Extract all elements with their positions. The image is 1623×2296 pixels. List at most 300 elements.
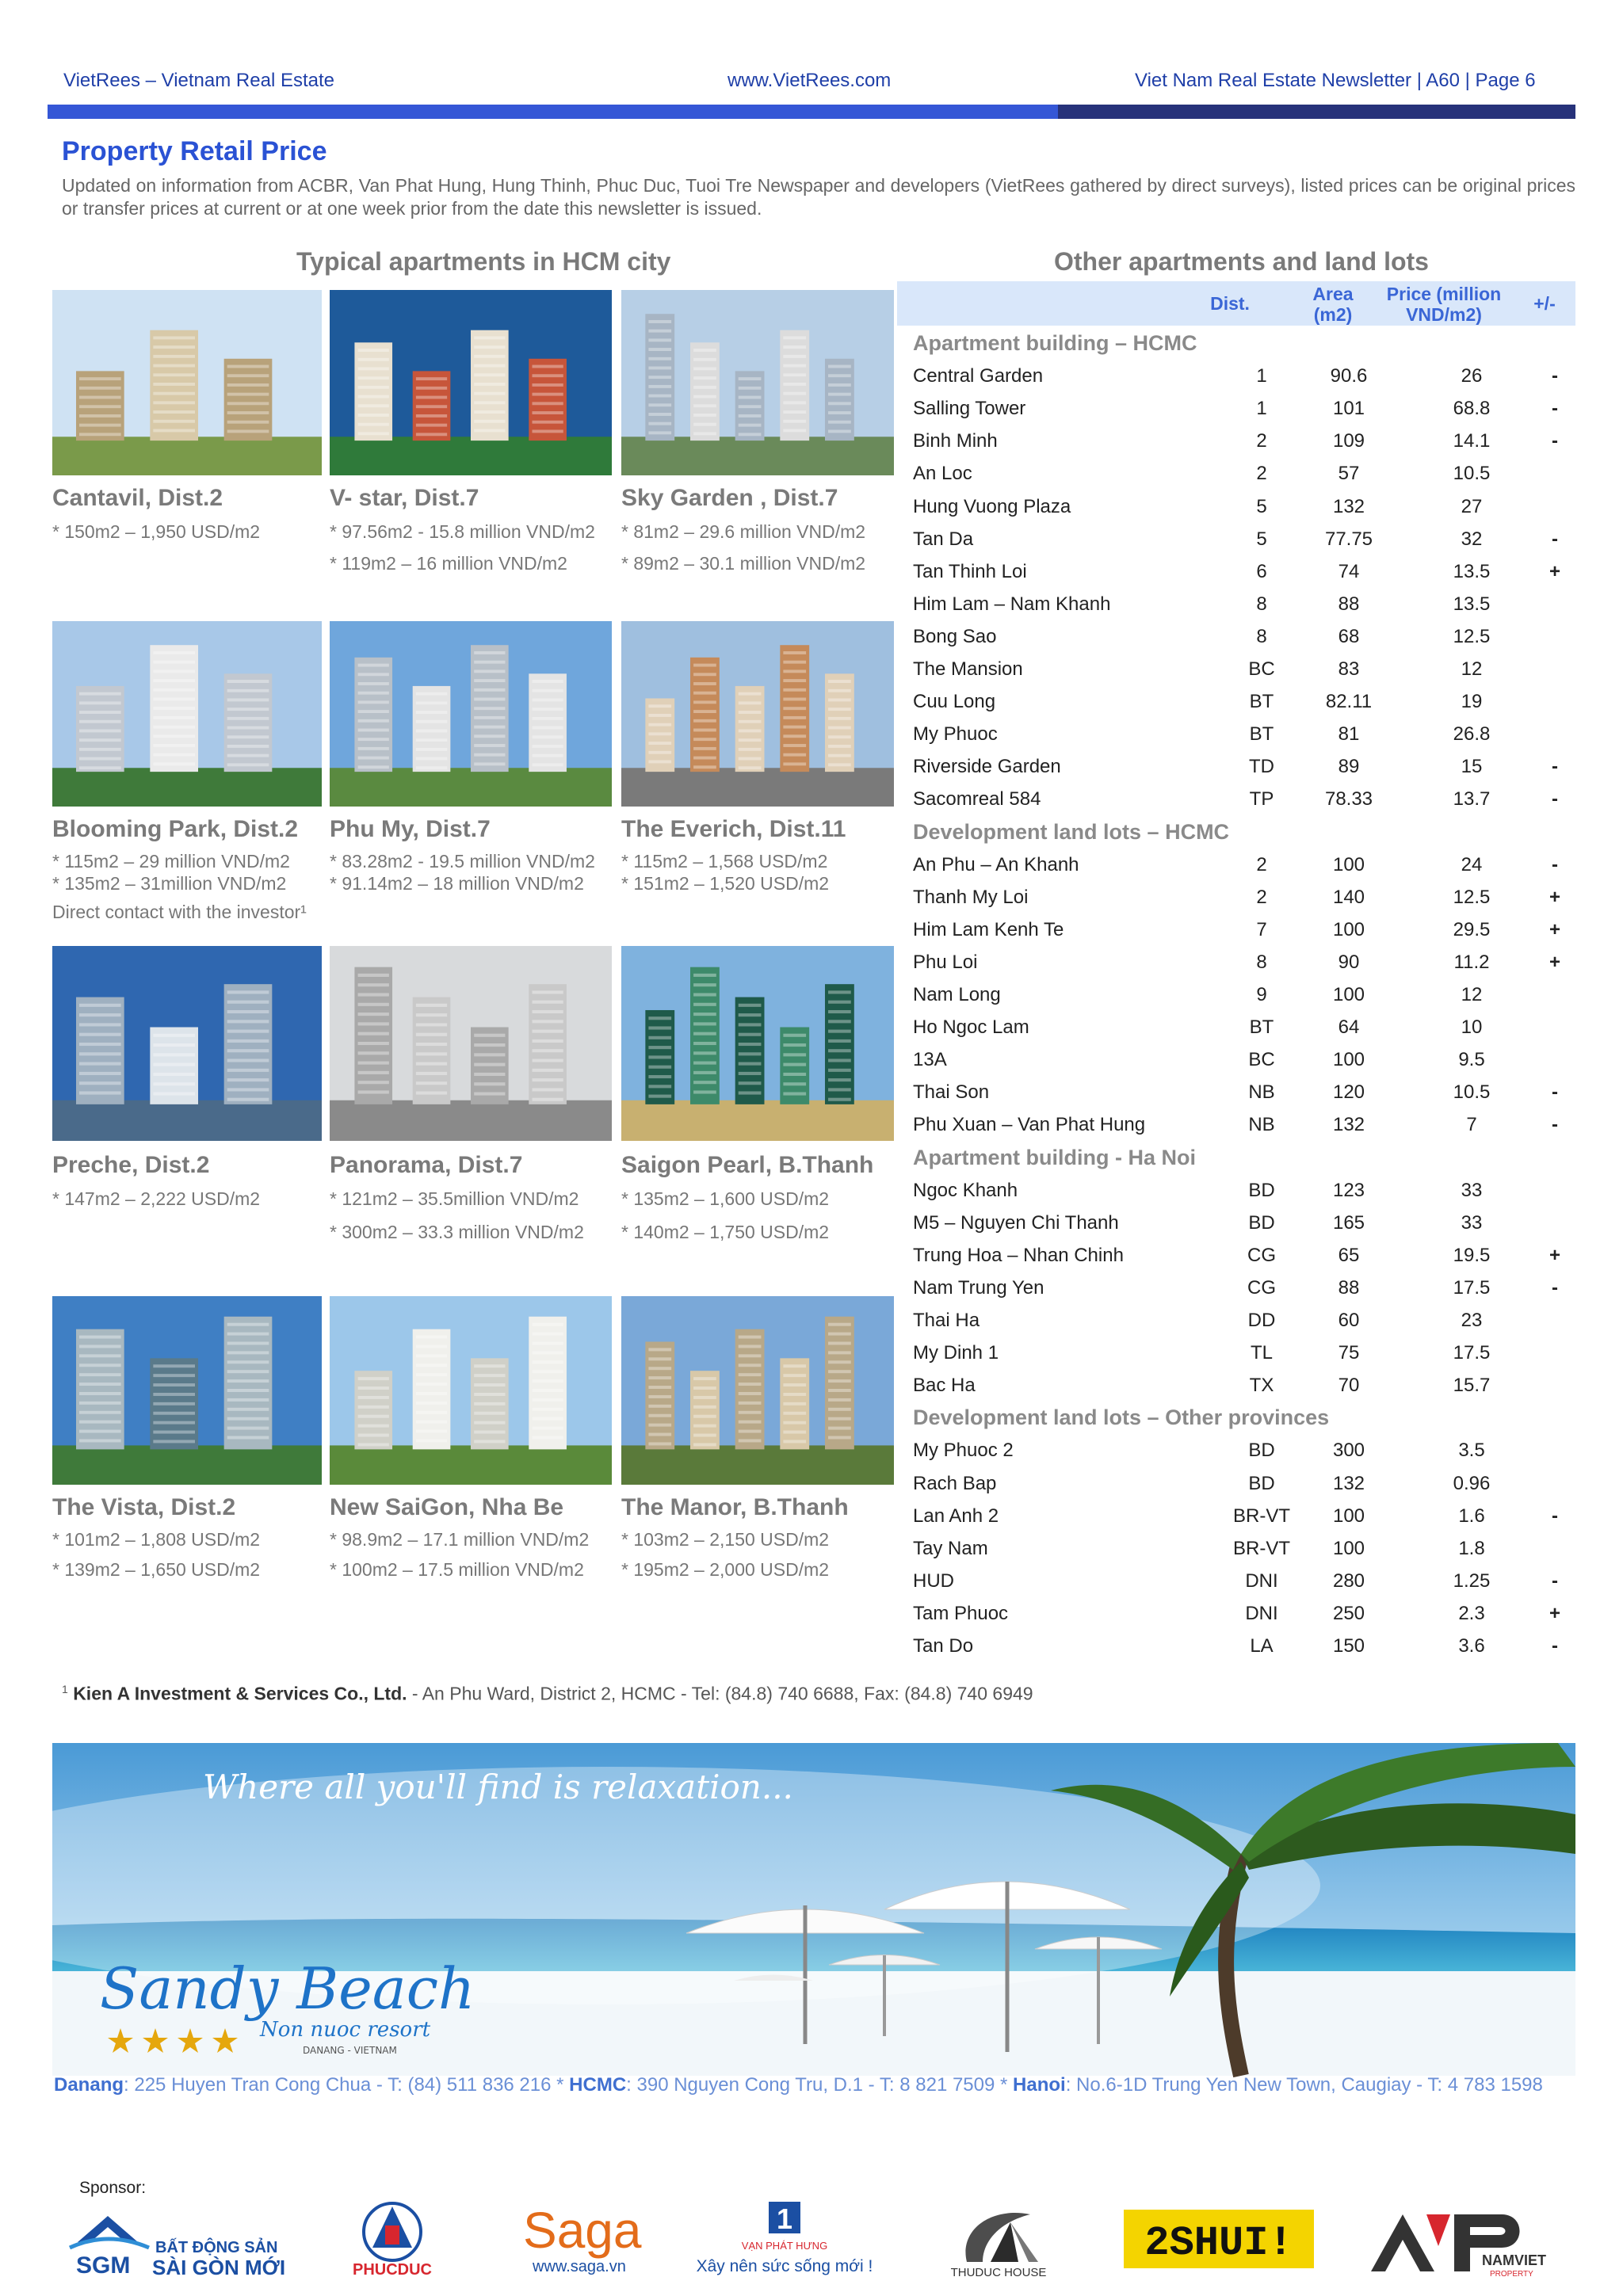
cell-area: 100 xyxy=(1332,918,1365,940)
cell-district: TX xyxy=(1249,1375,1274,1397)
cell-district: BD xyxy=(1248,1211,1275,1234)
cell-price: 29.5 xyxy=(1453,918,1491,940)
apartment-photo xyxy=(52,946,322,1141)
eshui-logo[interactable] xyxy=(1124,2199,1314,2278)
cell-price: 15.7 xyxy=(1453,1375,1491,1397)
table-row xyxy=(913,1505,1575,1538)
cell-price: 3.5 xyxy=(1458,1440,1485,1462)
cell-price: 12 xyxy=(1461,658,1483,680)
table-section-title: Development land lots – Other provinces xyxy=(913,1405,1330,1430)
cell-area: 57 xyxy=(1338,463,1360,485)
svg-text:1: 1 xyxy=(776,2203,793,2235)
cell-area: 300 xyxy=(1332,1440,1365,1462)
table-row xyxy=(913,1212,1575,1245)
sandy-beach-banner[interactable] xyxy=(52,1743,1575,2076)
apartment-photo xyxy=(52,1296,322,1485)
table-row xyxy=(913,430,1575,463)
apartment-photo xyxy=(330,1296,612,1485)
apartment-price-line: * 135m2 – 1,600 USD/m2 xyxy=(621,1188,830,1209)
cell-project: Binh Minh xyxy=(913,430,998,452)
cell-project: Ngoc Khanh xyxy=(913,1179,1018,1201)
cell-project: Sacomreal 584 xyxy=(913,788,1041,810)
apartment-photo xyxy=(52,621,322,807)
header-left: VietRees – Vietnam Real Estate xyxy=(63,70,334,91)
cell-district: 2 xyxy=(1256,463,1267,485)
namviet-text: NAMVIET xyxy=(1482,2252,1546,2268)
right-heading: Other apartments and land lots xyxy=(1054,247,1429,276)
table-row xyxy=(913,561,1575,593)
cell-area: 74 xyxy=(1338,560,1360,582)
cell-change: + xyxy=(1549,918,1560,940)
cell-district: TP xyxy=(1249,788,1274,810)
cell-area: 64 xyxy=(1338,1016,1360,1039)
cell-district: CG xyxy=(1247,1276,1276,1299)
cell-change: - xyxy=(1552,1505,1558,1527)
cell-change: - xyxy=(1552,1114,1558,1136)
cell-area: 150 xyxy=(1332,1635,1365,1657)
phucduc-text: PHUCDUC xyxy=(353,2261,432,2279)
sgm-line-b: SÀI GÒN MỚI xyxy=(152,2256,286,2279)
table-row xyxy=(913,1440,1575,1472)
cell-price: 0.96 xyxy=(1453,1472,1491,1494)
cell-district: 8 xyxy=(1256,951,1267,973)
cell-price: 1.6 xyxy=(1458,1505,1485,1527)
cell-project: An Loc xyxy=(913,463,972,485)
cell-district: 1 xyxy=(1256,365,1267,387)
vph-name: VẠN PHÁT HƯNG xyxy=(741,2240,828,2252)
cell-area: 100 xyxy=(1332,1505,1365,1527)
cell-district: CG xyxy=(1247,1244,1276,1266)
cell-district: BD xyxy=(1248,1472,1275,1494)
header-bar-blue xyxy=(48,105,1058,119)
table-row xyxy=(913,756,1575,788)
apartment-name: Phu My, Dist.7 xyxy=(330,816,491,842)
addr-hanoi: : No.6-1D Trung Yen New Town, Caugiay - T: 4 783 1598 xyxy=(1065,2074,1543,2096)
apartment-photo xyxy=(330,621,612,807)
table-row xyxy=(913,528,1575,561)
cell-district: NB xyxy=(1248,1081,1275,1104)
cell-district: BT xyxy=(1249,1016,1274,1039)
cell-project: Bong Sao xyxy=(913,625,997,647)
thuduc-house-logo[interactable] xyxy=(935,2199,1062,2278)
table-row xyxy=(913,1180,1575,1212)
cell-change: - xyxy=(1552,853,1558,875)
cell-project: My Phuoc 2 xyxy=(913,1440,1014,1462)
cell-price: 33 xyxy=(1461,1179,1483,1201)
cell-change: - xyxy=(1552,1081,1558,1104)
table-row xyxy=(913,1114,1575,1146)
addr-danang: : 225 Huyen Tran Cong Chua - T: (84) 511 836 216 * xyxy=(124,2074,570,2096)
cell-project: Thai Ha xyxy=(913,1310,980,1331)
cell-project: Tan Thinh Loi xyxy=(913,560,1027,582)
table-row xyxy=(913,887,1575,919)
apartment-price-line: * 97.56m2 - 15.8 million VND/m2 xyxy=(330,521,595,542)
table-row xyxy=(913,1245,1575,1277)
cell-price: 17.5 xyxy=(1453,1276,1491,1299)
cell-project: Salling Tower xyxy=(913,398,1026,420)
cell-project: Nam Long xyxy=(913,984,1001,1005)
cell-project: Tam Phuoc xyxy=(913,1602,1009,1624)
sgm-line-a: BẤT ĐỘNG SẢN xyxy=(155,2239,278,2256)
cell-change: - xyxy=(1552,756,1558,778)
apartment-price-line: * 91.14m2 – 18 million VND/m2 xyxy=(330,873,584,894)
th-area: Area (m2) xyxy=(1312,284,1354,325)
apartment-price-line: * 139m2 – 1,650 USD/m2 xyxy=(52,1559,261,1580)
th-dist: Dist. xyxy=(1210,293,1250,314)
apartment-price-line: * 98.9m2 – 17.1 million VND/m2 xyxy=(330,1529,590,1550)
table-row xyxy=(913,1603,1575,1635)
table-row xyxy=(913,1473,1575,1505)
cell-district: 9 xyxy=(1256,984,1267,1005)
thuduc-text: THUDUC HOUSE xyxy=(950,2266,1047,2279)
cell-project: M5 – Nguyen Chi Thanh xyxy=(913,1211,1119,1234)
eshui-text: 2SHUI! xyxy=(1144,2220,1293,2267)
banner-brand: Sandy Beach xyxy=(100,1955,475,2022)
cell-price: 13.7 xyxy=(1453,788,1491,810)
cell-area: 90 xyxy=(1338,951,1360,973)
cell-district: TD xyxy=(1249,756,1274,778)
apartment-price-line: * 101m2 – 1,808 USD/m2 xyxy=(52,1529,261,1550)
cell-project: Tan Da xyxy=(913,528,974,550)
table-row xyxy=(913,1016,1575,1049)
cell-district: BD xyxy=(1248,1179,1275,1201)
cell-project: Tay Nam xyxy=(913,1537,988,1559)
table-row xyxy=(913,1081,1575,1114)
cell-area: 88 xyxy=(1338,593,1360,615)
cell-change: - xyxy=(1552,430,1558,452)
cell-area: 123 xyxy=(1332,1179,1365,1201)
cell-change: - xyxy=(1552,1276,1558,1299)
apartment-price-line: Direct contact with the investor¹ xyxy=(52,902,307,922)
banner-sub: Non nuoc resort xyxy=(260,2018,431,2042)
header-right: Viet Nam Real Estate Newsletter | A60 | Page 6 xyxy=(1135,70,1536,91)
table-row xyxy=(913,593,1575,626)
cell-area: 109 xyxy=(1332,430,1365,452)
apartment-name: Sky Garden , Dist.7 xyxy=(621,485,838,511)
cell-project: Trung Hoa – Nhan Chinh xyxy=(913,1244,1124,1266)
apartment-price-line: * 195m2 – 2,000 USD/m2 xyxy=(621,1559,830,1580)
cell-project: Nam Trung Yen xyxy=(913,1276,1044,1299)
addr-hanoi-label: Hanoi xyxy=(1013,2074,1066,2096)
cell-project: My Phuoc xyxy=(913,723,998,746)
cell-price: 33 xyxy=(1461,1211,1483,1234)
cell-project: 13A xyxy=(913,1049,947,1071)
cell-price: 2.3 xyxy=(1458,1602,1485,1624)
saga-logo[interactable] xyxy=(515,2199,666,2278)
cell-project: HUD xyxy=(913,1569,954,1592)
header-bar-dark xyxy=(1058,105,1575,119)
vph-slogan: Xây nên sức sống mới ! xyxy=(696,2257,873,2275)
apartment-name: The Vista, Dist.2 xyxy=(52,1494,236,1520)
cell-area: 100 xyxy=(1332,984,1365,1005)
cell-district: 1 xyxy=(1256,398,1267,420)
apartment-name: Cantavil, Dist.2 xyxy=(52,485,223,511)
cell-district: BT xyxy=(1249,723,1274,746)
table-row xyxy=(913,854,1575,887)
cell-district: BC xyxy=(1248,658,1275,680)
cell-district: NB xyxy=(1248,1114,1275,1136)
addr-danang-label: Danang xyxy=(54,2074,124,2096)
cell-area: 165 xyxy=(1332,1211,1365,1234)
cell-area: 75 xyxy=(1338,1342,1360,1364)
cell-project: Him Lam Kenh Te xyxy=(913,918,1064,940)
footnote-mark: 1 xyxy=(62,1683,68,1695)
sponsor-label: Sponsor: xyxy=(79,2179,147,2197)
cell-project: Riverside Garden xyxy=(913,756,1061,778)
intro-text: Updated on information from ACBR, Van Phat Hung, Hung Thinh, Phuc Duc, Tuoi Tre Newspaper and developers (VietRees gathered by direct surveys), listed prices can be original prices or transfer prices at current or at one week prior from the date this newsletter is issued. xyxy=(62,175,1575,219)
namviet-logo[interactable] xyxy=(1363,2199,1546,2279)
table-row xyxy=(913,788,1575,821)
th-change: +/- xyxy=(1533,293,1556,314)
table-row xyxy=(913,984,1575,1016)
apartment-price-line: * 300m2 – 33.3 million VND/m2 xyxy=(330,1222,584,1242)
cell-price: 19.5 xyxy=(1453,1244,1491,1266)
cell-area: 101 xyxy=(1332,398,1365,420)
footnote-company: Kien A Investment & Services Co., Ltd. xyxy=(73,1683,407,1704)
table-row xyxy=(913,1375,1575,1407)
contact-addresses xyxy=(54,2074,1575,2096)
cell-change: - xyxy=(1552,398,1558,420)
cell-price: 19 xyxy=(1461,691,1483,713)
table-section-title: Development land lots – HCMC xyxy=(913,819,1230,844)
cell-district: BR-VT xyxy=(1233,1537,1290,1559)
left-heading: Typical apartments in HCM city xyxy=(296,247,671,276)
apartment-price-line: * 83.28m2 - 19.5 million VND/m2 xyxy=(330,851,595,871)
banner-tagline: Where all you'll find is relaxation... xyxy=(203,1768,793,1806)
table-row xyxy=(913,658,1575,691)
table-row xyxy=(913,1277,1575,1310)
cell-area: 132 xyxy=(1332,1114,1365,1136)
cell-district: TL xyxy=(1250,1342,1273,1364)
cell-change: - xyxy=(1552,1635,1558,1657)
cell-project: Central Garden xyxy=(913,365,1044,387)
cell-district: 6 xyxy=(1256,560,1267,582)
table-row xyxy=(913,1538,1575,1570)
apartment-price-line: * 147m2 – 2,222 USD/m2 xyxy=(52,1188,261,1209)
table-row xyxy=(913,1342,1575,1375)
cell-area: 100 xyxy=(1332,1537,1365,1559)
apartment-price-line: * 135m2 – 31million VND/m2 xyxy=(52,873,287,894)
cell-price: 12.5 xyxy=(1453,625,1491,647)
cell-area: 81 xyxy=(1338,723,1360,746)
addr-hcmc: : 390 Nguyen Cong Tru, D.1 - T: 8 821 7509 * xyxy=(626,2074,1014,2096)
cell-price: 10.5 xyxy=(1453,1081,1491,1104)
cell-district: 7 xyxy=(1256,918,1267,940)
table-header xyxy=(897,281,1575,326)
cell-district: LA xyxy=(1250,1635,1274,1657)
apartment-name: New SaiGon, Nha Be xyxy=(330,1494,564,1520)
cell-project: Lan Anh 2 xyxy=(913,1505,999,1527)
cell-area: 90.6 xyxy=(1330,365,1368,387)
cell-district: DNI xyxy=(1245,1569,1278,1592)
apartment-photo xyxy=(52,290,322,475)
cell-price: 27 xyxy=(1461,495,1483,517)
apartment-price-line: * 89m2 – 30.1 million VND/m2 xyxy=(621,553,866,574)
cell-project: An Phu – An Khanh xyxy=(913,853,1079,875)
cell-price: 1.8 xyxy=(1458,1537,1485,1559)
cell-project: Phu Xuan – Van Phat Hung xyxy=(913,1114,1146,1136)
cell-district: 2 xyxy=(1256,430,1267,452)
apartment-name: V- star, Dist.7 xyxy=(330,485,479,511)
cell-price: 12 xyxy=(1461,984,1483,1005)
cell-district: BC xyxy=(1248,1049,1275,1071)
cell-area: 70 xyxy=(1338,1375,1360,1397)
apartment-price-line: * 103m2 – 2,150 USD/m2 xyxy=(621,1529,830,1550)
cell-change: - xyxy=(1552,1569,1558,1592)
cell-price: 3.6 xyxy=(1458,1635,1485,1657)
table-row xyxy=(913,1635,1575,1668)
cell-price: 12.5 xyxy=(1453,886,1491,908)
table-row xyxy=(913,626,1575,658)
cell-price: 13.5 xyxy=(1453,560,1491,582)
cell-area: 78.33 xyxy=(1324,788,1373,810)
cell-area: 250 xyxy=(1332,1602,1365,1624)
namviet-sub: PROPERTY xyxy=(1490,2270,1533,2279)
apartment-photo xyxy=(621,621,894,807)
cell-change: + xyxy=(1549,951,1560,973)
sgm-logo[interactable] xyxy=(62,2199,300,2278)
cell-price: 15 xyxy=(1461,756,1483,778)
apartment-photo xyxy=(330,290,612,475)
cell-change: + xyxy=(1549,560,1560,582)
th-price: Price (million VND/m2) xyxy=(1386,284,1502,325)
cell-change: + xyxy=(1549,1602,1560,1624)
cell-district: 5 xyxy=(1256,528,1267,550)
apartment-price-line: * 115m2 – 29 million VND/m2 xyxy=(52,851,290,871)
cell-area: 132 xyxy=(1332,495,1365,517)
cell-price: 23 xyxy=(1461,1310,1483,1331)
cell-area: 68 xyxy=(1338,625,1360,647)
table-row xyxy=(913,463,1575,495)
cell-area: 100 xyxy=(1332,853,1365,875)
apartment-price-line: * 119m2 – 16 million VND/m2 xyxy=(330,553,567,574)
cell-change: - xyxy=(1552,528,1558,550)
cell-change: + xyxy=(1549,886,1560,908)
phucduc-logo[interactable] xyxy=(333,2199,452,2278)
apartment-photo xyxy=(621,1296,894,1485)
cell-price: 24 xyxy=(1461,853,1483,875)
cell-area: 65 xyxy=(1338,1244,1360,1266)
apartment-price-line: * 140m2 – 1,750 USD/m2 xyxy=(621,1222,830,1242)
cell-project: Cuu Long xyxy=(913,691,996,713)
apartment-price-line: * 121m2 – 35.5million VND/m2 xyxy=(330,1188,579,1209)
cell-district: BD xyxy=(1248,1440,1275,1462)
apartment-price-line: * 81m2 – 29.6 million VND/m2 xyxy=(621,521,866,542)
apartment-name: Blooming Park, Dist.2 xyxy=(52,816,299,842)
cell-price: 9.5 xyxy=(1458,1049,1485,1071)
table-row xyxy=(913,919,1575,952)
apartment-price-line: * 150m2 – 1,950 USD/m2 xyxy=(52,521,261,542)
apartment-price-line: * 151m2 – 1,520 USD/m2 xyxy=(621,873,830,894)
cell-project: Ho Ngoc Lam xyxy=(913,1016,1029,1039)
cell-area: 132 xyxy=(1332,1472,1365,1494)
table-row xyxy=(913,496,1575,528)
page-title: Property Retail Price xyxy=(62,136,327,166)
saga-url: www.saga.vn xyxy=(533,2258,626,2275)
apartment-name: Panorama, Dist.7 xyxy=(330,1152,523,1178)
table-row xyxy=(913,1570,1575,1603)
apartment-photo xyxy=(330,946,612,1141)
apartment-photo xyxy=(621,946,894,1141)
vanphathung-logo[interactable] xyxy=(689,2199,880,2278)
cell-district: 2 xyxy=(1256,853,1267,875)
cell-change: - xyxy=(1552,365,1558,387)
cell-change: + xyxy=(1549,1244,1560,1266)
table-row xyxy=(913,691,1575,723)
cell-area: 89 xyxy=(1338,756,1360,778)
apartment-name: The Manor, B.Thanh xyxy=(621,1494,849,1520)
cell-area: 140 xyxy=(1332,886,1365,908)
addr-hcmc-label: HCMC xyxy=(569,2074,627,2096)
cell-price: 17.5 xyxy=(1453,1342,1491,1364)
cell-district: BR-VT xyxy=(1233,1505,1290,1527)
cell-area: 77.75 xyxy=(1324,528,1373,550)
table-row xyxy=(913,723,1575,756)
cell-price: 32 xyxy=(1461,528,1483,550)
cell-project: Phu Loi xyxy=(913,951,978,973)
cell-price: 14.1 xyxy=(1453,430,1491,452)
cell-price: 1.25 xyxy=(1453,1569,1491,1592)
cell-district: BT xyxy=(1249,691,1274,713)
apartment-name: Preche, Dist.2 xyxy=(52,1152,210,1178)
cell-price: 68.8 xyxy=(1453,398,1491,420)
table-row xyxy=(913,398,1575,430)
cell-district: 2 xyxy=(1256,886,1267,908)
cell-project: Him Lam – Nam Khanh xyxy=(913,593,1111,615)
cell-area: 120 xyxy=(1332,1081,1365,1104)
cell-project: Bac Ha xyxy=(913,1375,976,1397)
cell-area: 83 xyxy=(1338,658,1360,680)
cell-area: 280 xyxy=(1332,1569,1365,1592)
apartment-name: Saigon Pearl, B.Thanh xyxy=(621,1152,874,1178)
cell-project: My Dinh 1 xyxy=(913,1342,999,1364)
footnote xyxy=(62,1683,1033,1705)
sgm-mark: SGM xyxy=(76,2252,131,2279)
cell-project: Hung Vuong Plaza xyxy=(913,495,1071,517)
header-center[interactable]: www.VietRees.com xyxy=(727,70,892,91)
cell-price: 26.8 xyxy=(1453,723,1491,746)
cell-price: 7 xyxy=(1466,1114,1477,1136)
cell-district: 5 xyxy=(1256,495,1267,517)
cell-area: 88 xyxy=(1338,1276,1360,1299)
cell-project: Rach Bap xyxy=(913,1472,997,1494)
cell-price: 13.5 xyxy=(1453,593,1491,615)
table-row xyxy=(913,365,1575,398)
cell-project: Thanh My Loi xyxy=(913,886,1029,908)
cell-price: 10.5 xyxy=(1453,463,1491,485)
cell-area: 60 xyxy=(1338,1310,1360,1331)
cell-project: Tan Do xyxy=(913,1635,974,1657)
cell-district: DNI xyxy=(1245,1602,1278,1624)
cell-price: 26 xyxy=(1461,365,1483,387)
cell-district: DD xyxy=(1247,1310,1276,1331)
apartment-price-line: * 100m2 – 17.5 million VND/m2 xyxy=(330,1559,584,1580)
apartment-name: The Everich, Dist.11 xyxy=(621,816,846,842)
cell-price: 10 xyxy=(1461,1016,1483,1039)
cell-price: 11.2 xyxy=(1453,951,1490,973)
footnote-text: - An Phu Ward, District 2, HCMC - Tel: (84.8) 740 6688, Fax: (84.8) 740 6949 xyxy=(407,1683,1033,1704)
cell-area: 100 xyxy=(1332,1049,1365,1071)
table-row xyxy=(913,952,1575,984)
table-section-title: Apartment building – HCMC xyxy=(913,331,1197,355)
cell-area: 82.11 xyxy=(1325,691,1373,713)
table-row xyxy=(913,1310,1575,1342)
apartment-photo xyxy=(621,290,894,475)
saga-text: Saga xyxy=(523,2202,642,2259)
cell-project: The Mansion xyxy=(913,658,1023,680)
table-section-title: Apartment building - Ha Noi xyxy=(913,1145,1196,1169)
table-row xyxy=(913,1049,1575,1081)
